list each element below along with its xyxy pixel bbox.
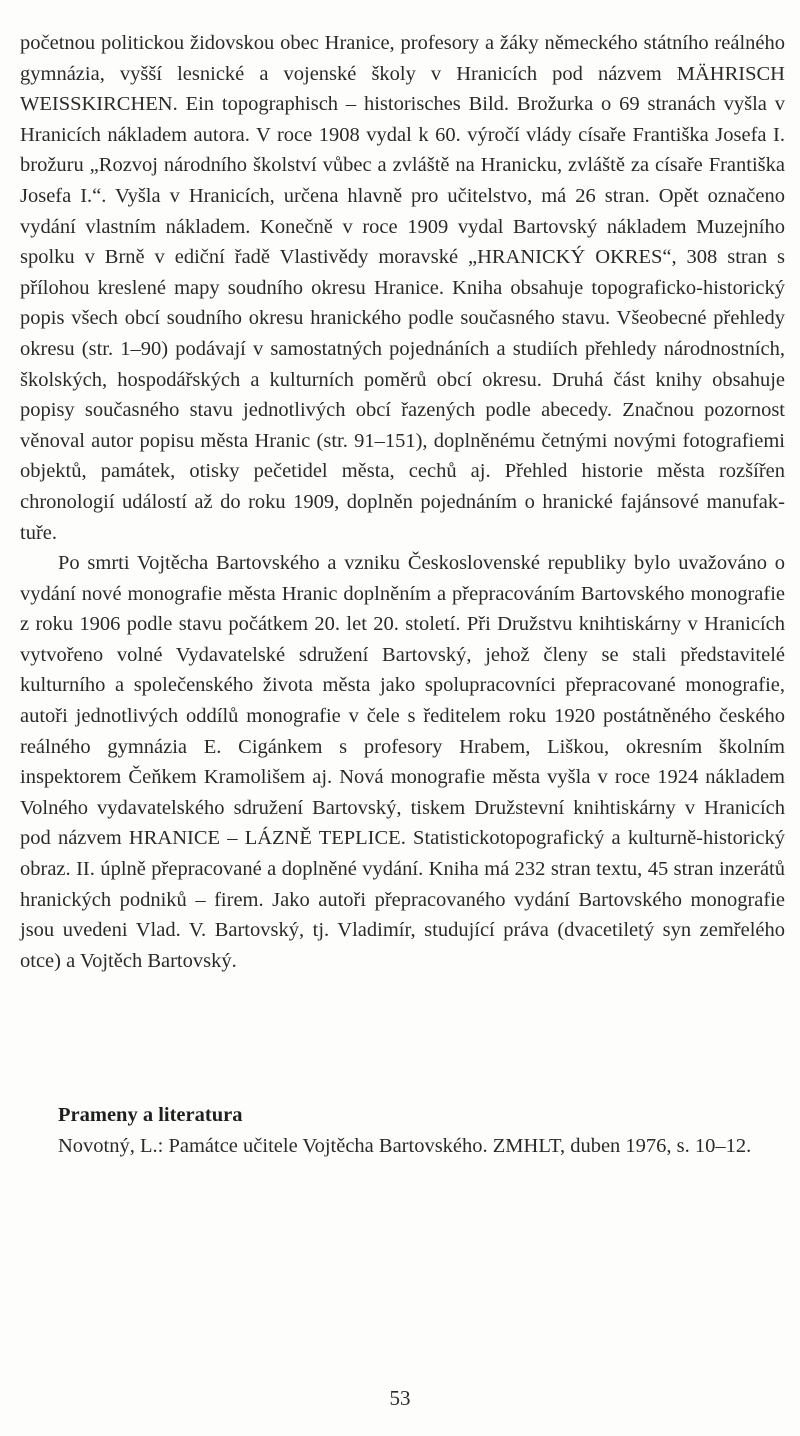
sources-heading: Prameny a literatura: [58, 1104, 243, 1126]
paragraph-bartovsky-monograph: Po smrti Vojtěcha Bartovského a vzniku Československé republiky bylo uvažováno o vydání nové monografie města Hranic doplněním a přepracováním Bartovského monografie z roku 1906 podle stavu počátkem 20. let 20. století. Při Družstvu knihtiskárny v Hranicích vytvořeno volné Vydavatelské sdružení Bartovský, jehož členy se stali představitelé kulturního a společenského života města jako spolupracovníci přepracované monografie, autoři jednotlivých oddílů monografie v čele s ředitelem roku 1920 postátněného českého reálného gymnázia E. Cigánkem s profesory Hrabem, Liškou, okresním školním inspektorem Čeňkem Kramolišem aj. Nová monografie města vyšla v roce 1924 nákladem Volného vydavatelského sdružení Bartovský, tiskem Družstevní knihtiskárny v Hranicích pod názvem HRANICE – LÁZNĚ TEPLICE. Statistickotopografický a kulturně-historický obraz. II. úplně přepracované a doplněné vydání. Kniha má 232 stran textu, 45 stran inzerátů hranických podniků – firem. Jako autoři přepracovaného vydání Bartovského monografie jsou uvedeni Vlad. V. Bartovský, tj. Vladimír, studující práva (dvacetiletý syn zemřelého otce) a Vojtěch Bartovský.: [20, 552, 785, 972]
sources-entry: Novotný, L.: Památce učitele Vojtěcha Bartovského. ZMHLT, duben 1976, s. 10–12.: [58, 1135, 752, 1157]
page-number: 53: [389, 1386, 411, 1410]
paragraph-continued: početnou politickou židovskou obec Hranice, profesory a žáky německého státního reálného gymnázia, vyšší lesnické a vojenské školy v Hranicích pod názvem MÄHRISCH WEISSKIRCHEN. Ein topographisch – historisches Bild. Brožurka o 69 stranách vyšla v Hranicích nákladem autora. V roce 1908 vydal k 60. výročí vlády císaře Františka Josefa I. brožuru „Rozvoj národního školství vůbec a zvláště na Hranicku, zvláště za císaře Františka Josefa I.“. Vyšla v Hranicích, určena hlavně pro učitelstvo, má 26 stran. Opět označeno vydání vlastním nákladem. Konečně v roce 1909 vydal Bartovský nákladem Muzejního spolku v Brně v ediční řadě Vlastivědy moravské „HRANICKÝ OKRES“, 308 stran s přílohou kreslené mapy soudního okresu Hranice. Kniha obsahuje topograficko-historický popis všech obcí soudního okresu hranického podle současného stavu. Všeobecné přehledy okresu (str. 1–90) podávají v samostatných pojednáních a studiích přehledy národnostních, školských, hospodářských a kulturních poměrů obcí okresu. Druhá část knihy obsahuje popisy současného stavu jednotlivých obcí řazených podle abecedy. Značnou pozornost věnoval autor popisu města Hranic (str. 91–151), doplněnému četnými novými fotografiemi objektů, památek, otisky pečetidel města, cechů aj. Přehled historie města rozšířen chronologií událostí až do roku 1909, doplněn pojednáním o hranické fajánsové manufaktuře.: [20, 32, 785, 544]
body-text: [20, 28, 785, 976]
